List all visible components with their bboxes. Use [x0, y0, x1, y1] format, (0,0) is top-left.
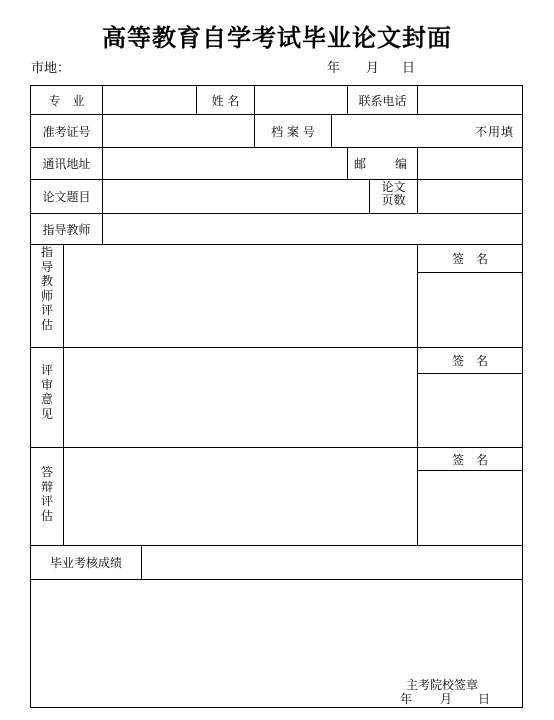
major-label: 专 业	[48, 93, 85, 108]
city-label: 市地：	[31, 61, 71, 76]
advisor-eval-label: 指导教师评估	[40, 245, 53, 332]
advisor-label: 指导教师	[42, 222, 91, 237]
footer-month: 月	[440, 692, 453, 706]
review-label: 评审意见	[40, 363, 53, 421]
page-title: 高等教育自学考试毕业论文封面	[102, 23, 452, 52]
footer-day: 日	[478, 692, 491, 706]
date-day: 日	[402, 61, 416, 76]
postcode-label-2: 编	[395, 157, 408, 171]
postcode-label-1: 邮	[354, 157, 367, 171]
page-count-label-line1: 论文	[381, 180, 406, 194]
no-fill-note: 不用填	[474, 124, 514, 139]
date-year: 年	[327, 61, 341, 76]
phone-label: 联系电话	[358, 93, 407, 108]
page-count-label-line2: 页数	[381, 193, 406, 207]
defense-sign: 签 名	[451, 452, 488, 467]
grade-label: 毕业考核成绩	[49, 556, 122, 570]
archive-no-label: 档 案 号	[271, 124, 315, 139]
date-month: 月	[366, 61, 380, 76]
advisor-eval-sign: 签 名	[451, 252, 488, 266]
review-sign: 签 名	[451, 354, 488, 368]
exam-no-label: 准考证号	[42, 124, 91, 139]
defense-label: 答辩评估	[40, 465, 53, 523]
name-label: 姓 名	[211, 93, 240, 108]
footer-year: 年	[400, 692, 413, 706]
page-count-label	[370, 181, 417, 207]
school-seal-label: 主考院校签章	[406, 678, 479, 692]
thesis-title-label: 论文题目	[42, 190, 91, 204]
address-label: 通讯地址	[42, 157, 91, 171]
